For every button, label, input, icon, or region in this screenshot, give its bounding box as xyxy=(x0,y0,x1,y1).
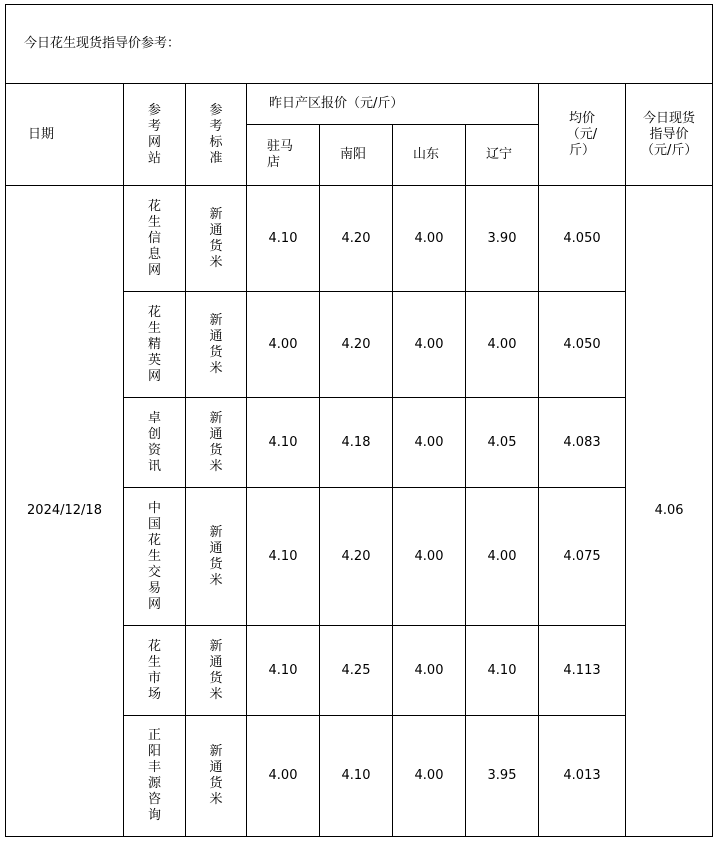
standard-cell: 新通货米 xyxy=(186,186,247,292)
price-shandong: 4.00 xyxy=(393,398,466,488)
standard-cell: 新通货米 xyxy=(186,626,247,716)
price-nanyang: 4.20 xyxy=(320,488,393,626)
site-cell: 卓创资讯 xyxy=(124,398,186,488)
price-liaoning: 4.00 xyxy=(466,292,539,398)
price-nanyang: 4.25 xyxy=(320,626,393,716)
price-nanyang: 4.20 xyxy=(320,292,393,398)
average-cell: 4.013 xyxy=(539,716,626,837)
price-zhumadian: 4.10 xyxy=(247,488,320,626)
price-liaoning: 3.95 xyxy=(466,716,539,837)
site-cell: 花生精英网 xyxy=(124,292,186,398)
price-liaoning: 4.05 xyxy=(466,398,539,488)
table-title: 今日花生现货指导价参考： xyxy=(6,5,713,84)
price-shandong: 4.00 xyxy=(393,488,466,626)
header-standard: 参考标准 xyxy=(186,84,247,186)
header-region-shandong: 山东 xyxy=(393,125,466,186)
standard-cell: 新通货米 xyxy=(186,488,247,626)
header-region-nanyang: 南阳 xyxy=(320,125,393,186)
average-cell: 4.083 xyxy=(539,398,626,488)
price-zhumadian: 4.10 xyxy=(247,398,320,488)
site-cell: 中国花生交易网 xyxy=(124,488,186,626)
standard-cell: 新通货米 xyxy=(186,292,247,398)
table-row xyxy=(6,186,713,292)
price-shandong: 4.00 xyxy=(393,186,466,292)
site-cell: 正阳丰源咨询 xyxy=(124,716,186,837)
site-cell: 花生市场 xyxy=(124,626,186,716)
price-zhumadian: 4.10 xyxy=(247,186,320,292)
header-average: 均价（元/斤） xyxy=(539,84,626,186)
header-yesterday-prices: 昨日产区报价（元/斤） xyxy=(247,84,539,125)
price-nanyang: 4.18 xyxy=(320,398,393,488)
price-shandong: 4.00 xyxy=(393,292,466,398)
price-liaoning: 4.10 xyxy=(466,626,539,716)
header-region-liaoning: 辽宁 xyxy=(466,125,539,186)
price-liaoning: 4.00 xyxy=(466,488,539,626)
average-cell: 4.075 xyxy=(539,488,626,626)
average-cell: 4.050 xyxy=(539,186,626,292)
site-cell: 花生信息网 xyxy=(124,186,186,292)
price-nanyang: 4.20 xyxy=(320,186,393,292)
price-liaoning: 3.90 xyxy=(466,186,539,292)
header-date: 日期 xyxy=(6,84,124,186)
price-nanyang: 4.10 xyxy=(320,716,393,837)
header-site: 参考网站 xyxy=(124,84,186,186)
average-cell: 4.113 xyxy=(539,626,626,716)
standard-cell: 新通货米 xyxy=(186,716,247,837)
price-zhumadian: 4.10 xyxy=(247,626,320,716)
guide-price-cell: 4.06 xyxy=(626,186,713,837)
price-zhumadian: 4.00 xyxy=(247,716,320,837)
price-table xyxy=(5,4,713,837)
average-cell: 4.050 xyxy=(539,292,626,398)
price-shandong: 4.00 xyxy=(393,716,466,837)
price-shandong: 4.00 xyxy=(393,626,466,716)
standard-cell: 新通货米 xyxy=(186,398,247,488)
header-region-zhumadian: 驻马店 xyxy=(247,125,320,186)
price-zhumadian: 4.00 xyxy=(247,292,320,398)
header-guide-price: 今日现货指导价（元/斤） xyxy=(626,84,713,186)
date-cell: 2024/12/18 xyxy=(6,186,124,837)
